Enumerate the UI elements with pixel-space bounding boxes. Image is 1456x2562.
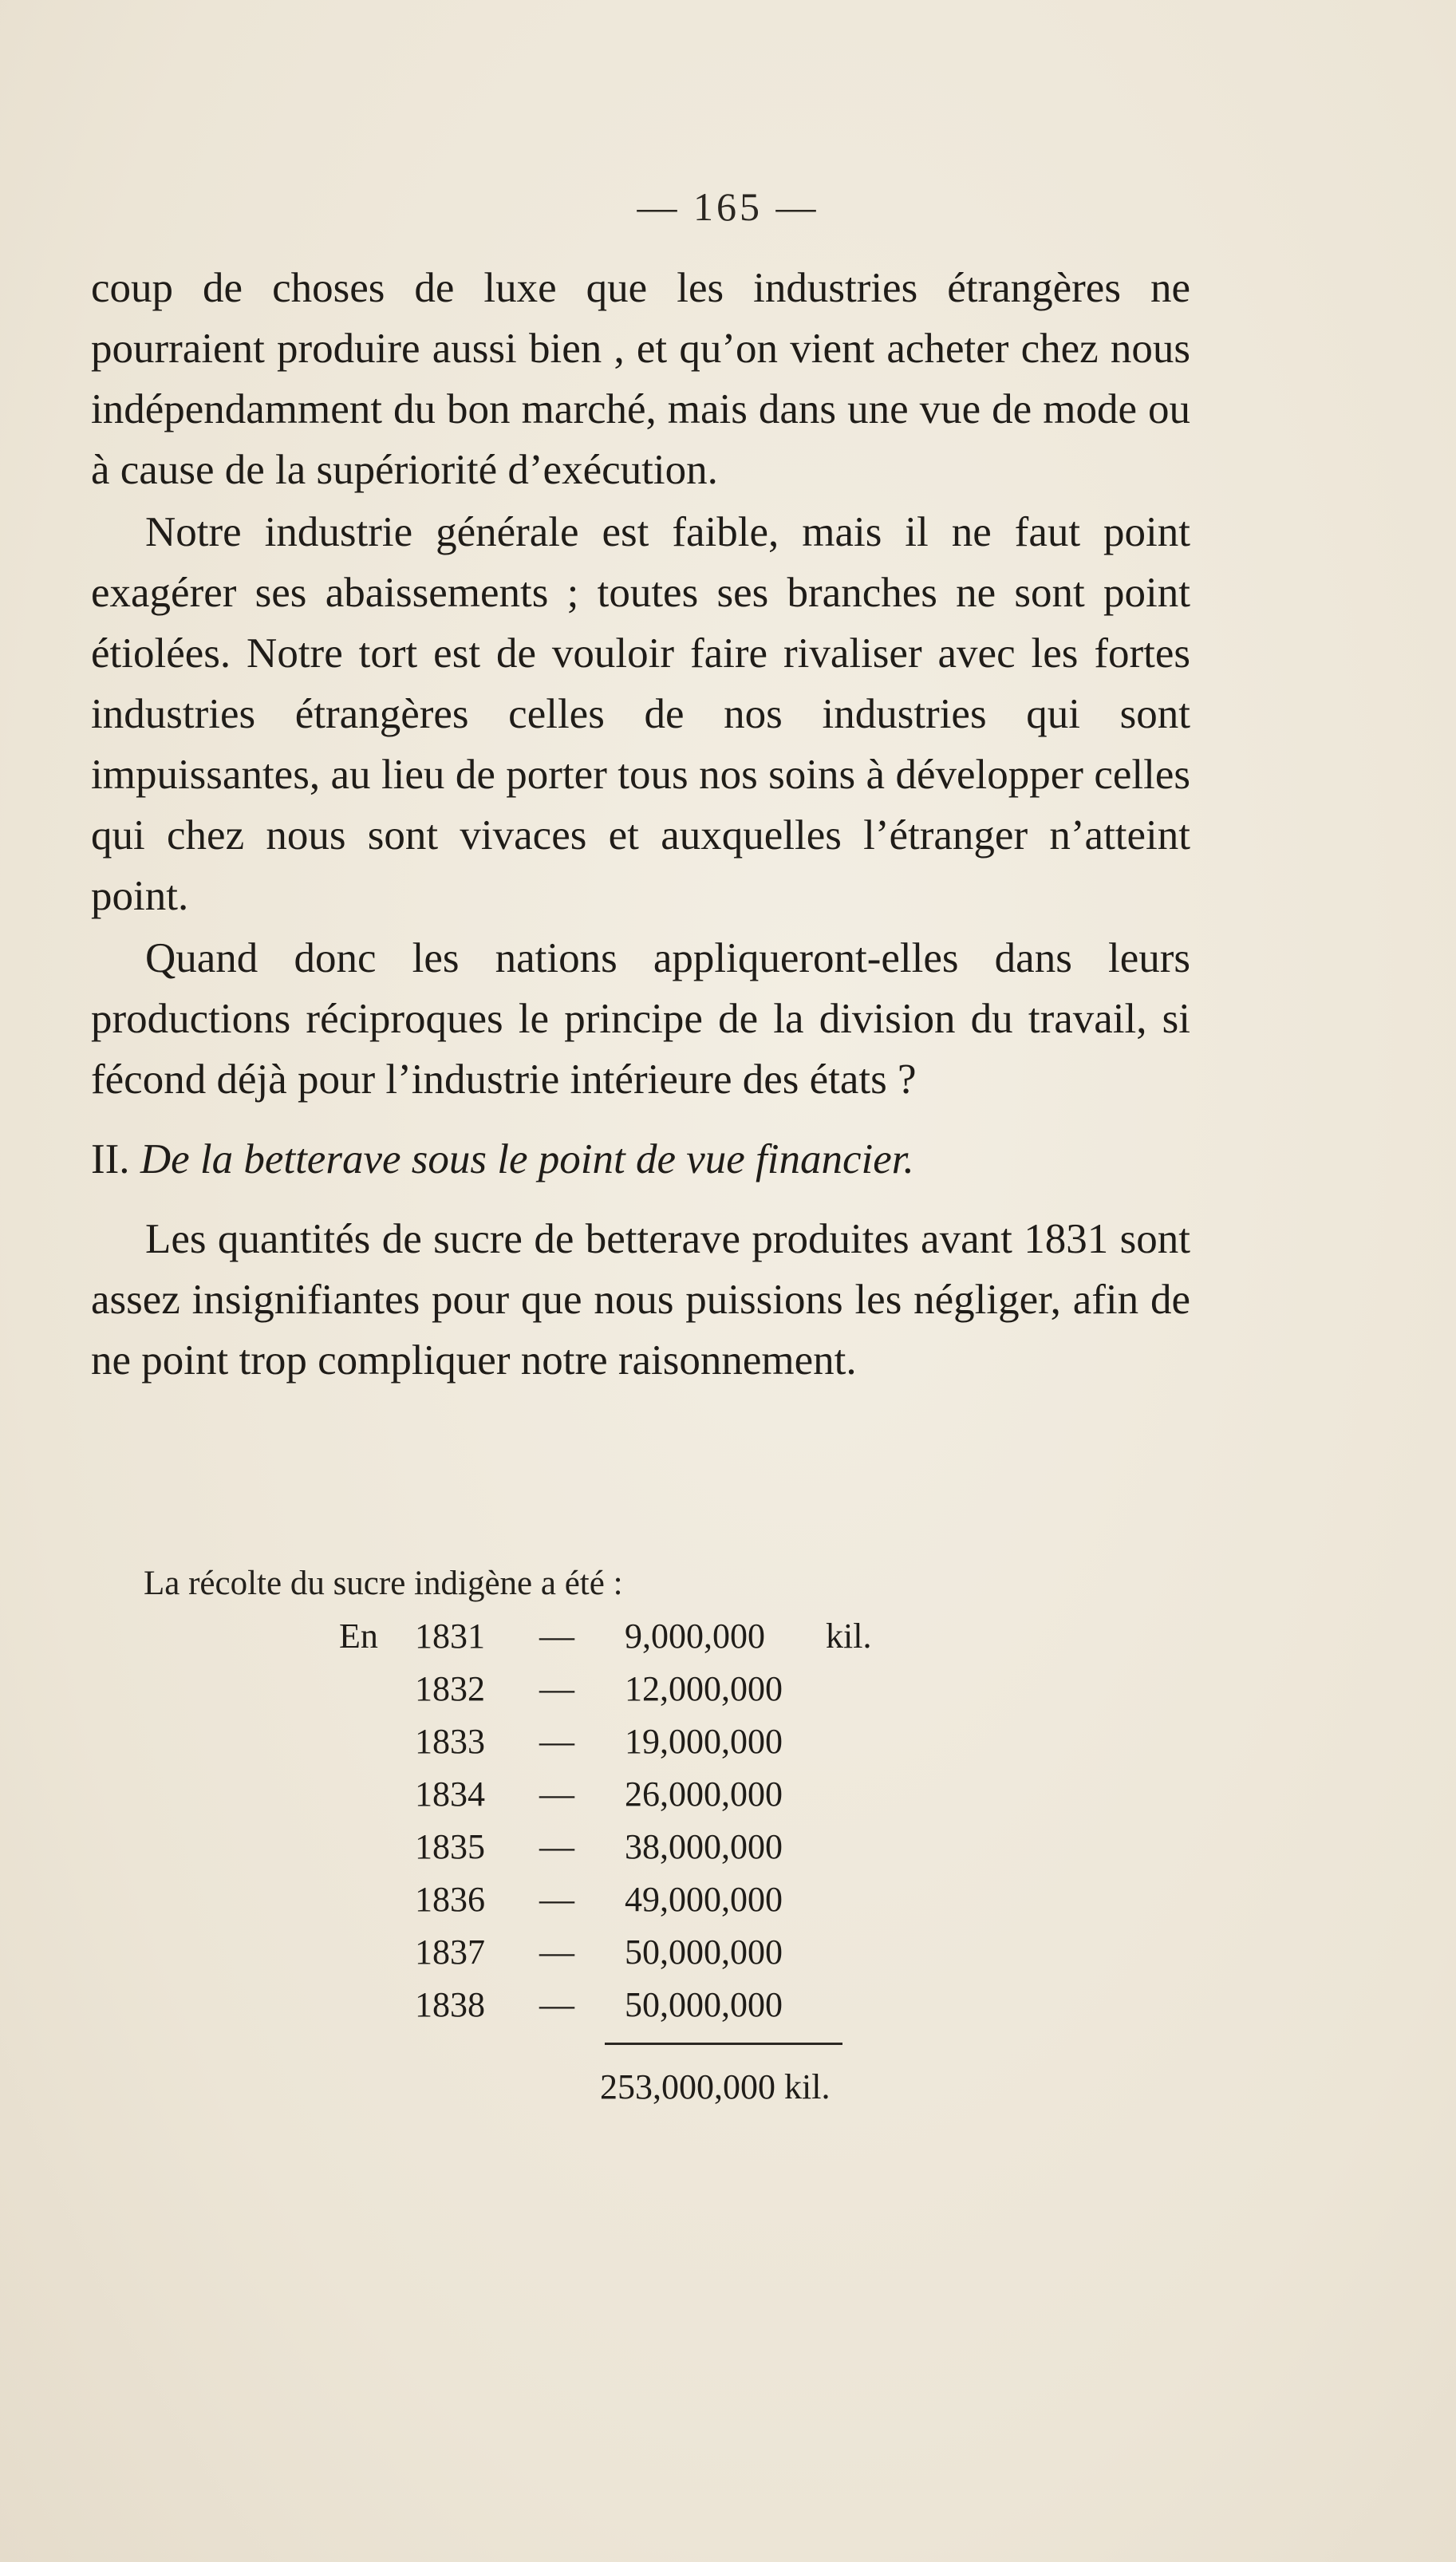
section-title: De la betterave sous le point de vue financier. — [140, 1136, 914, 1182]
harvest-row — [0, 1826, 1037, 1877]
harvest-unit: kil. — [826, 1617, 872, 1656]
harvest-row — [0, 1616, 1037, 1667]
page-number: — 165 — — [637, 184, 819, 229]
harvest-year: 1836 — [415, 1880, 485, 1919]
harvest-amount: 12,000,000 — [625, 1669, 783, 1708]
harvest-year: 1838 — [415, 1985, 485, 2024]
harvest-dash: — — [539, 1827, 574, 1866]
paragraph-industry: Notre industrie générale est faible, mais il ne faut point exagérer ses abaissements ; toutes ses branches ne sont point étiolées. Notre tort est de vouloir faire rivaliser avec les fortes industries étrangères celles de nos industries qui sont impuissantes, au lieu de porter tous nos soins à développer celles qui chez nous sont vivaces et auxquelles l’étranger n’atteint point. — [91, 509, 1190, 919]
harvest-year: 1834 — [415, 1774, 485, 1814]
paragraph-division-of-labour: Quand donc les nations appliqueront-elles dans leurs productions réciproques le principe de la division du travail, si fécond déjà pour l’industrie intérieure des états ? — [91, 935, 1190, 1103]
harvest-year: 1832 — [415, 1669, 485, 1708]
harvest-year: 1831 — [415, 1617, 485, 1656]
harvest-dash: — — [539, 1722, 574, 1761]
harvest-dash: — — [539, 1617, 574, 1656]
harvest-total: 253,000,000 kil. — [600, 2067, 831, 2106]
paragraph-quantities: Les quantités de sucre de betterave produites avant 1831 sont assez insignifiantes pour que nous puissions les négliger, afin de ne point trop compliquer notre raisonnement. — [91, 1216, 1190, 1384]
harvest-amount: 49,000,000 — [625, 1880, 783, 1919]
harvest-row — [0, 1932, 1037, 1983]
harvest-row — [0, 1721, 1037, 1772]
harvest-row — [0, 1668, 1037, 1719]
harvest-dash: — — [539, 1880, 574, 1919]
harvest-dash: — — [539, 1932, 574, 1972]
section-number: II. — [91, 1136, 130, 1182]
harvest-amount: 26,000,000 — [625, 1774, 783, 1814]
total-rule — [605, 2043, 842, 2045]
harvest-amount: 50,000,000 — [625, 1932, 783, 1972]
harvest-prefix: En — [339, 1617, 378, 1656]
harvest-dash: — — [539, 1669, 574, 1708]
harvest-amount: 9,000,000 — [625, 1617, 765, 1656]
harvest-row — [0, 1774, 1037, 1825]
harvest-row — [0, 1984, 1037, 2035]
harvest-amount: 19,000,000 — [625, 1722, 783, 1761]
harvest-year: 1837 — [415, 1932, 485, 1972]
section-heading — [91, 1129, 1190, 1190]
paragraph-continuation: coup de choses de luxe que les industries étrangères ne pourraient produire aussi bien , et qu’on vient acheter chez nous indépendamment du bon marché, mais dans une vue de mode ou à cause de la supériorité d’exécution. — [91, 265, 1190, 493]
harvest-dash: — — [539, 1774, 574, 1814]
harvest-year: 1835 — [415, 1827, 485, 1866]
harvest-amount: 38,000,000 — [625, 1827, 783, 1866]
harvest-amount: 50,000,000 — [625, 1985, 783, 2024]
harvest-row — [0, 1879, 1037, 1930]
harvest-dash: — — [539, 1985, 574, 2024]
body-text — [91, 258, 1190, 1392]
harvest-year: 1833 — [415, 1722, 485, 1761]
harvest-intro: La récolte du sucre indigène a été : — [144, 1565, 623, 1602]
